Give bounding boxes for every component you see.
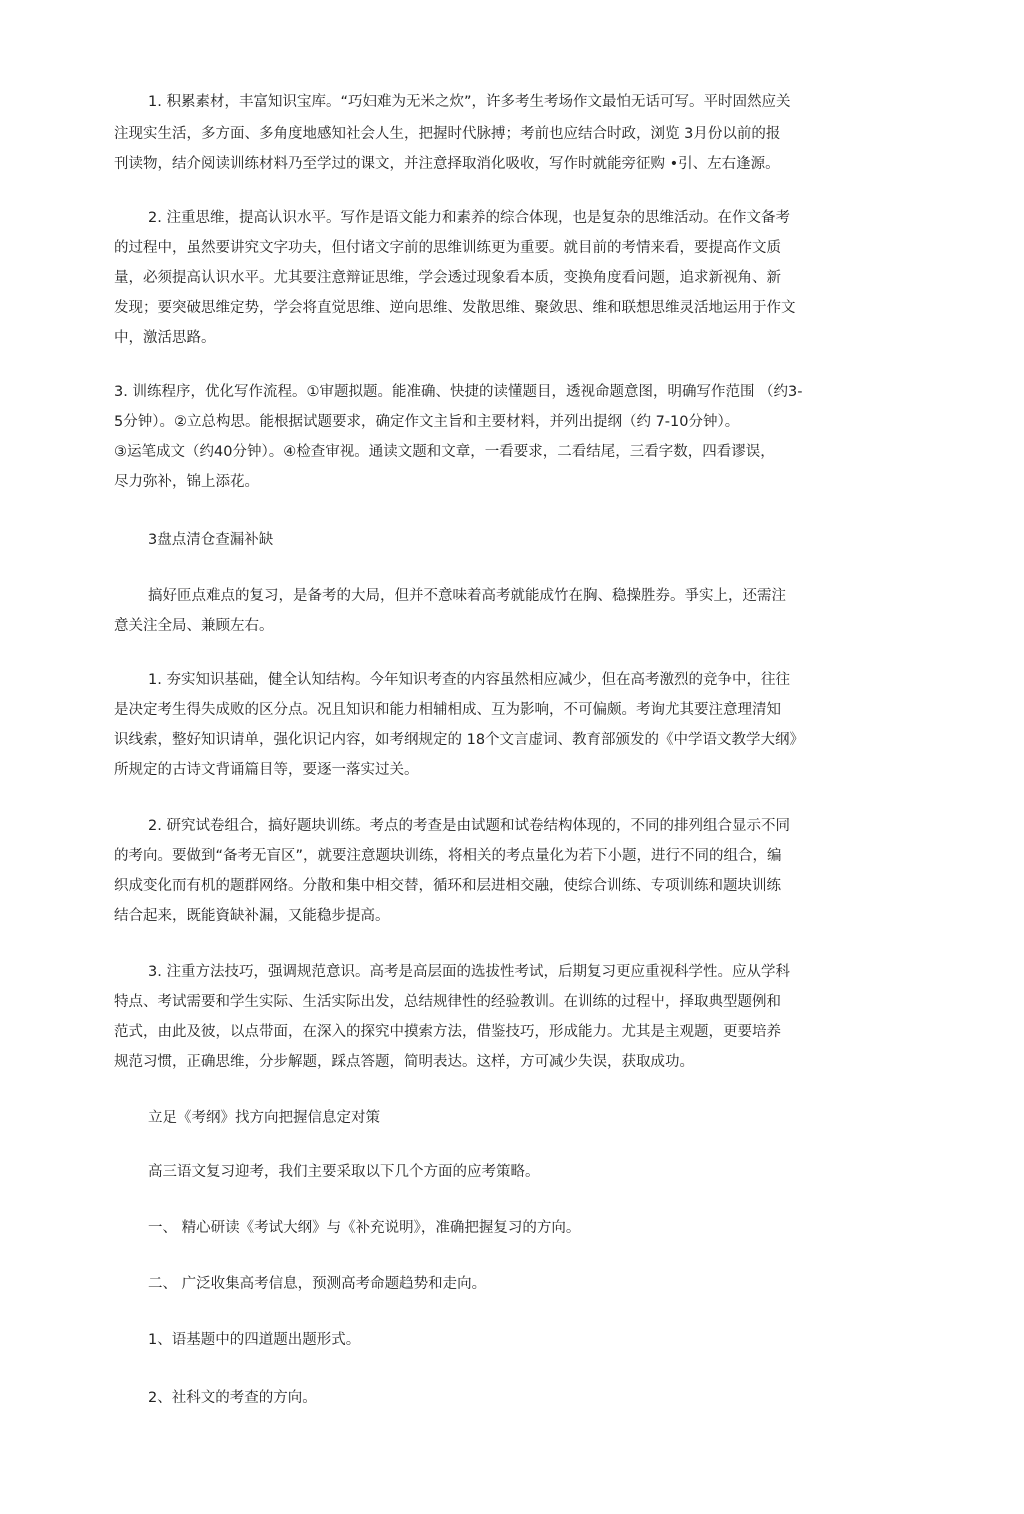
para-2-line-5: 中，激活思路。 [114,330,216,346]
para-2-line-3: 量，必须提高认识水平。尤其要注意辩证思维，学会透过现象看本质，变换角度看问题，追求新视角、新 [114,270,781,286]
para-4-line-2: 意关注全局、兼顾左右。 [114,618,274,634]
section-heading-1: 3盘点清仓查漏补缺 [148,532,274,548]
para-1-line-2: 注现实生活，多方面、多角度地感知社会人生，把握时代脉搏；考前也应结合时政，浏览 3月份以前的报 [114,126,781,142]
para-6-line-4: 结合起来，既能資缺补漏，又能稳步提高。 [114,908,390,924]
para-8: 高三语文复习迎考，我们主要采取以下几个方面的应考策略。 [148,1164,540,1180]
para-7-line-2: 特点、考试需要和学生实际、生活实际出发，总结规律性的经验教训。在训练的过程屮，择取典型题例和 [114,994,781,1010]
para-4-line-1: 搞好匝点难点的复习，是备考的大局，但并不意味着高考就能成竹在胸、稳操胜券。爭实上，还需注 [148,588,786,604]
para-5-line-4: 所规定的古诗文背诵篇目等，要逐一落实过关。 [114,762,419,778]
para-1-line-3: 刊读物，结介阅读训练材料乃至学过的课文，并注意择取消化吸收，写作时就能旁征购 •引、左右逢源。 [114,156,780,172]
para-9: 一、 精心研读《考试大纲》与《补充说明》，准确把握复习的方向。 [148,1220,581,1236]
section-heading-2: 立足《考纲》找方向把握信息定对策 [148,1110,380,1126]
para-10: 二、 广泛收集高考信息，预测高考命题趋势和走向。 [148,1276,487,1292]
para-12: 2、社科文的考查的方向。 [148,1390,317,1406]
para-2-line-1: 2. 注重思维，提高认识水平。写作是语文能力和素养的综合体现，也是复杂的思维活动。在作文备考 [148,210,790,226]
para-5-line-3: 识线索，整好知识请单，强化识记内容，如考纲规定的 18个文言虚词、教育部颁发的《中学语文教学大纲》 [114,732,805,748]
para-3-line-1: 3. 训练程序，优化写作流程。①审题拟题。能准确、快捷的读懂题目，透视命题意图，明确写作范围 （约3- [114,384,803,400]
para-2-line-2: 的过程中，虽然要讲究文字功夫，但付诸文字前的思维训练更为重要。就目前的考情来看，要提高作文质 [114,240,781,256]
para-2-line-4: 发现；要突破思维定势，学会将直觉思维、逆向思维、发散思维、聚敛思、维和联想思维灵活地运用于作文 [114,300,796,316]
para-5-line-1: 1. 夯实知识基础，健全认知结构。今年知识考查的内容虽然相应减少，但在高考激烈的竞争中，往往 [148,672,790,688]
para-11: 1、语基题中的四道题出题形式。 [148,1332,361,1348]
para-6-line-1: 2. 研究试卷组合，搞好题块训练。考点的考查是由试题和试卷结构体现的，不同的排列组合显示不同 [148,818,790,834]
para-3-line-2: 5分钟）。②立总构思。能根据试题要求，确定作文主旨和主要材料，并列出提纲（约 7-10分钟）。 [114,414,740,430]
para-1-line-1: 1. 积累素材，丰富知识宝库。“巧妇难为无米之炊”，许多考生考场作文最怕无话可写。平时固然应关 [148,94,791,110]
para-6-line-3: 织成变化而有机的题群网络。分散和集中相交替，循环和层进相交融，使综合训练、专项训练和题块训练 [114,878,781,894]
para-6-line-2: 的考向。要做到“备考无盲区”，就要注意题块训练，将相关的考点量化为若下小题，进行不同的组合，编 [114,848,782,864]
para-7-line-1: 3. 注重方法技巧，强调规范意识。高考是高层面的选拔性考试，后期复习更应重视科学性。应从学科 [148,964,790,980]
para-5-line-2: 是决定考生得失成败的区分点。况且知识和能力相辅相成、互为影响，不可偏颇。考询尤其要注意理清知 [114,702,781,718]
para-7-line-4: 规范习惯，正确思维，分步解题，踩点答题，简明表达。这样，方可减少失误，获取成功。 [114,1054,694,1070]
para-7-line-3: 范式，由此及彼，以点带面，在深入的探究中摸索方法，借鉴技巧，形成能力。尤其是主观题，更要培养 [114,1024,781,1040]
para-3-line-4: 尽力弥补，锦上添花。 [114,474,259,490]
para-3-line-3: ③运笔成文（约40分钟）。④检查审视。通读文题和文章，一看要求，二看结尾，三看字数，四看谬误， [114,444,775,460]
